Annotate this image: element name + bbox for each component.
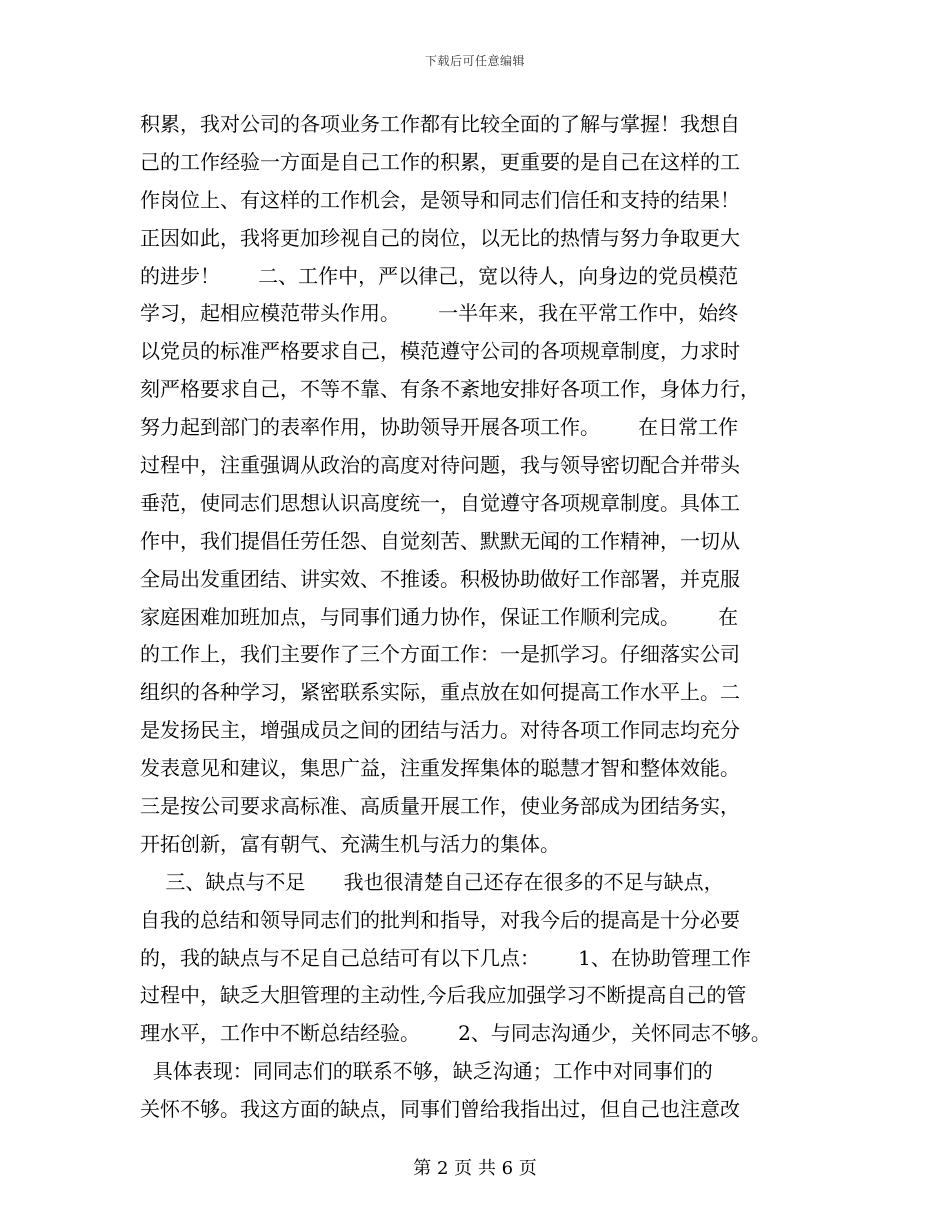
text-line: 作岗位上、有这样的工作机会，是领导和同志们信任和支持的结果！	[140, 187, 740, 212]
text-line: 过程中，注重强调从政治的高度对待问题，我与领导密切配合并带头	[140, 453, 740, 478]
text-line: 三、缺点与不足 我也很清楚自己还存在很多的不足与缺点，	[140, 869, 724, 894]
text-line: 以党员的标准严格要求自己，模范遵守公司的各项规章制度，力求时	[140, 339, 740, 364]
text-line: 是发扬民主，增强成员之间的团结与活力。对待各项工作同志均充分	[140, 718, 740, 743]
text-line: 正因如此，我将更加珍视自己的岗位，以无比的热情与努力争取更大	[140, 225, 740, 250]
text-line: 己的工作经验一方面是自己工作的积累，更重要的是自己在这样的工	[140, 149, 740, 174]
text-line: 的，我的缺点与不足自己总结可有以下几点： 1、在协助管理工作	[140, 945, 751, 970]
text-line: 具体表现：同同志们的联系不够，缺乏沟通；工作中对同事们的	[140, 1059, 713, 1084]
text-line: 全局出发重团结、讲实效、不推诿。积极协助做好工作部署，并克服	[140, 566, 740, 591]
text-line: 努力起到部门的表率作用，协助领导开展各项工作。 在日常工作	[140, 415, 739, 440]
text-line: 理水平，工作中不断总结经验。 2、与同志沟通少，关怀同志不够。	[140, 1021, 771, 1046]
text-line: 自我的总结和领导同志们的批判和指导，对我今后的提高是十分必要	[140, 907, 740, 932]
body-text	[140, 106, 830, 1129]
text-line: 三是按公司要求高标准、高质量开展工作，使业务部成为团结务实，	[140, 794, 740, 819]
page-header: 下载后可任意编辑	[424, 54, 525, 68]
text-line: 的工作上，我们主要作了三个方面工作：一是抓学习。仔细落实公司	[140, 642, 740, 667]
text-line: 学习，起相应模范带头作用。 一半年来，我在平常工作中，始终	[140, 301, 739, 326]
text-line: 过程中，缺乏大胆管理的主动性,今后我应加强学习不断提高自己的管	[140, 983, 747, 1008]
text-line: 刻严格要求自己，不等不靠、有条不紊地安排好各项工作，身体力行，	[140, 377, 760, 402]
page-footer: 第 2 页 共 6 页	[413, 1158, 537, 1179]
text-line: 垂范，使同志们思想认识高度统一，自觉遵守各项规章制度。具体工	[140, 490, 740, 515]
text-line: 积累，我对公司的各项业务工作都有比较全面的了解与掌握！我想自	[140, 112, 740, 136]
text-line: 家庭困难加班加点，与同事们通力协作，保证工作顺利完成。 在	[140, 604, 739, 629]
text-line: 发表意见和建议，集思广益，注重发挥集体的聪慧才智和整体效能。	[140, 756, 740, 781]
text-line: 组织的各种学习，紧密联系实际，重点放在如何提高工作水平上。二	[140, 680, 740, 705]
text-line: 的进步！ 二、工作中，严以律己，宽以待人，向身边的党员模范	[140, 263, 739, 288]
text-line: 关怀不够。我这方面的缺点，同事们曾给我指出过，但自己也注意改	[140, 1097, 740, 1122]
text-line: 开拓创新，富有朝气、充满生机与活力的集体。	[140, 831, 560, 856]
text-line: 作中，我们提倡任劳任怨、自觉刻苦、默默无闻的工作精神，一切从	[140, 528, 740, 553]
